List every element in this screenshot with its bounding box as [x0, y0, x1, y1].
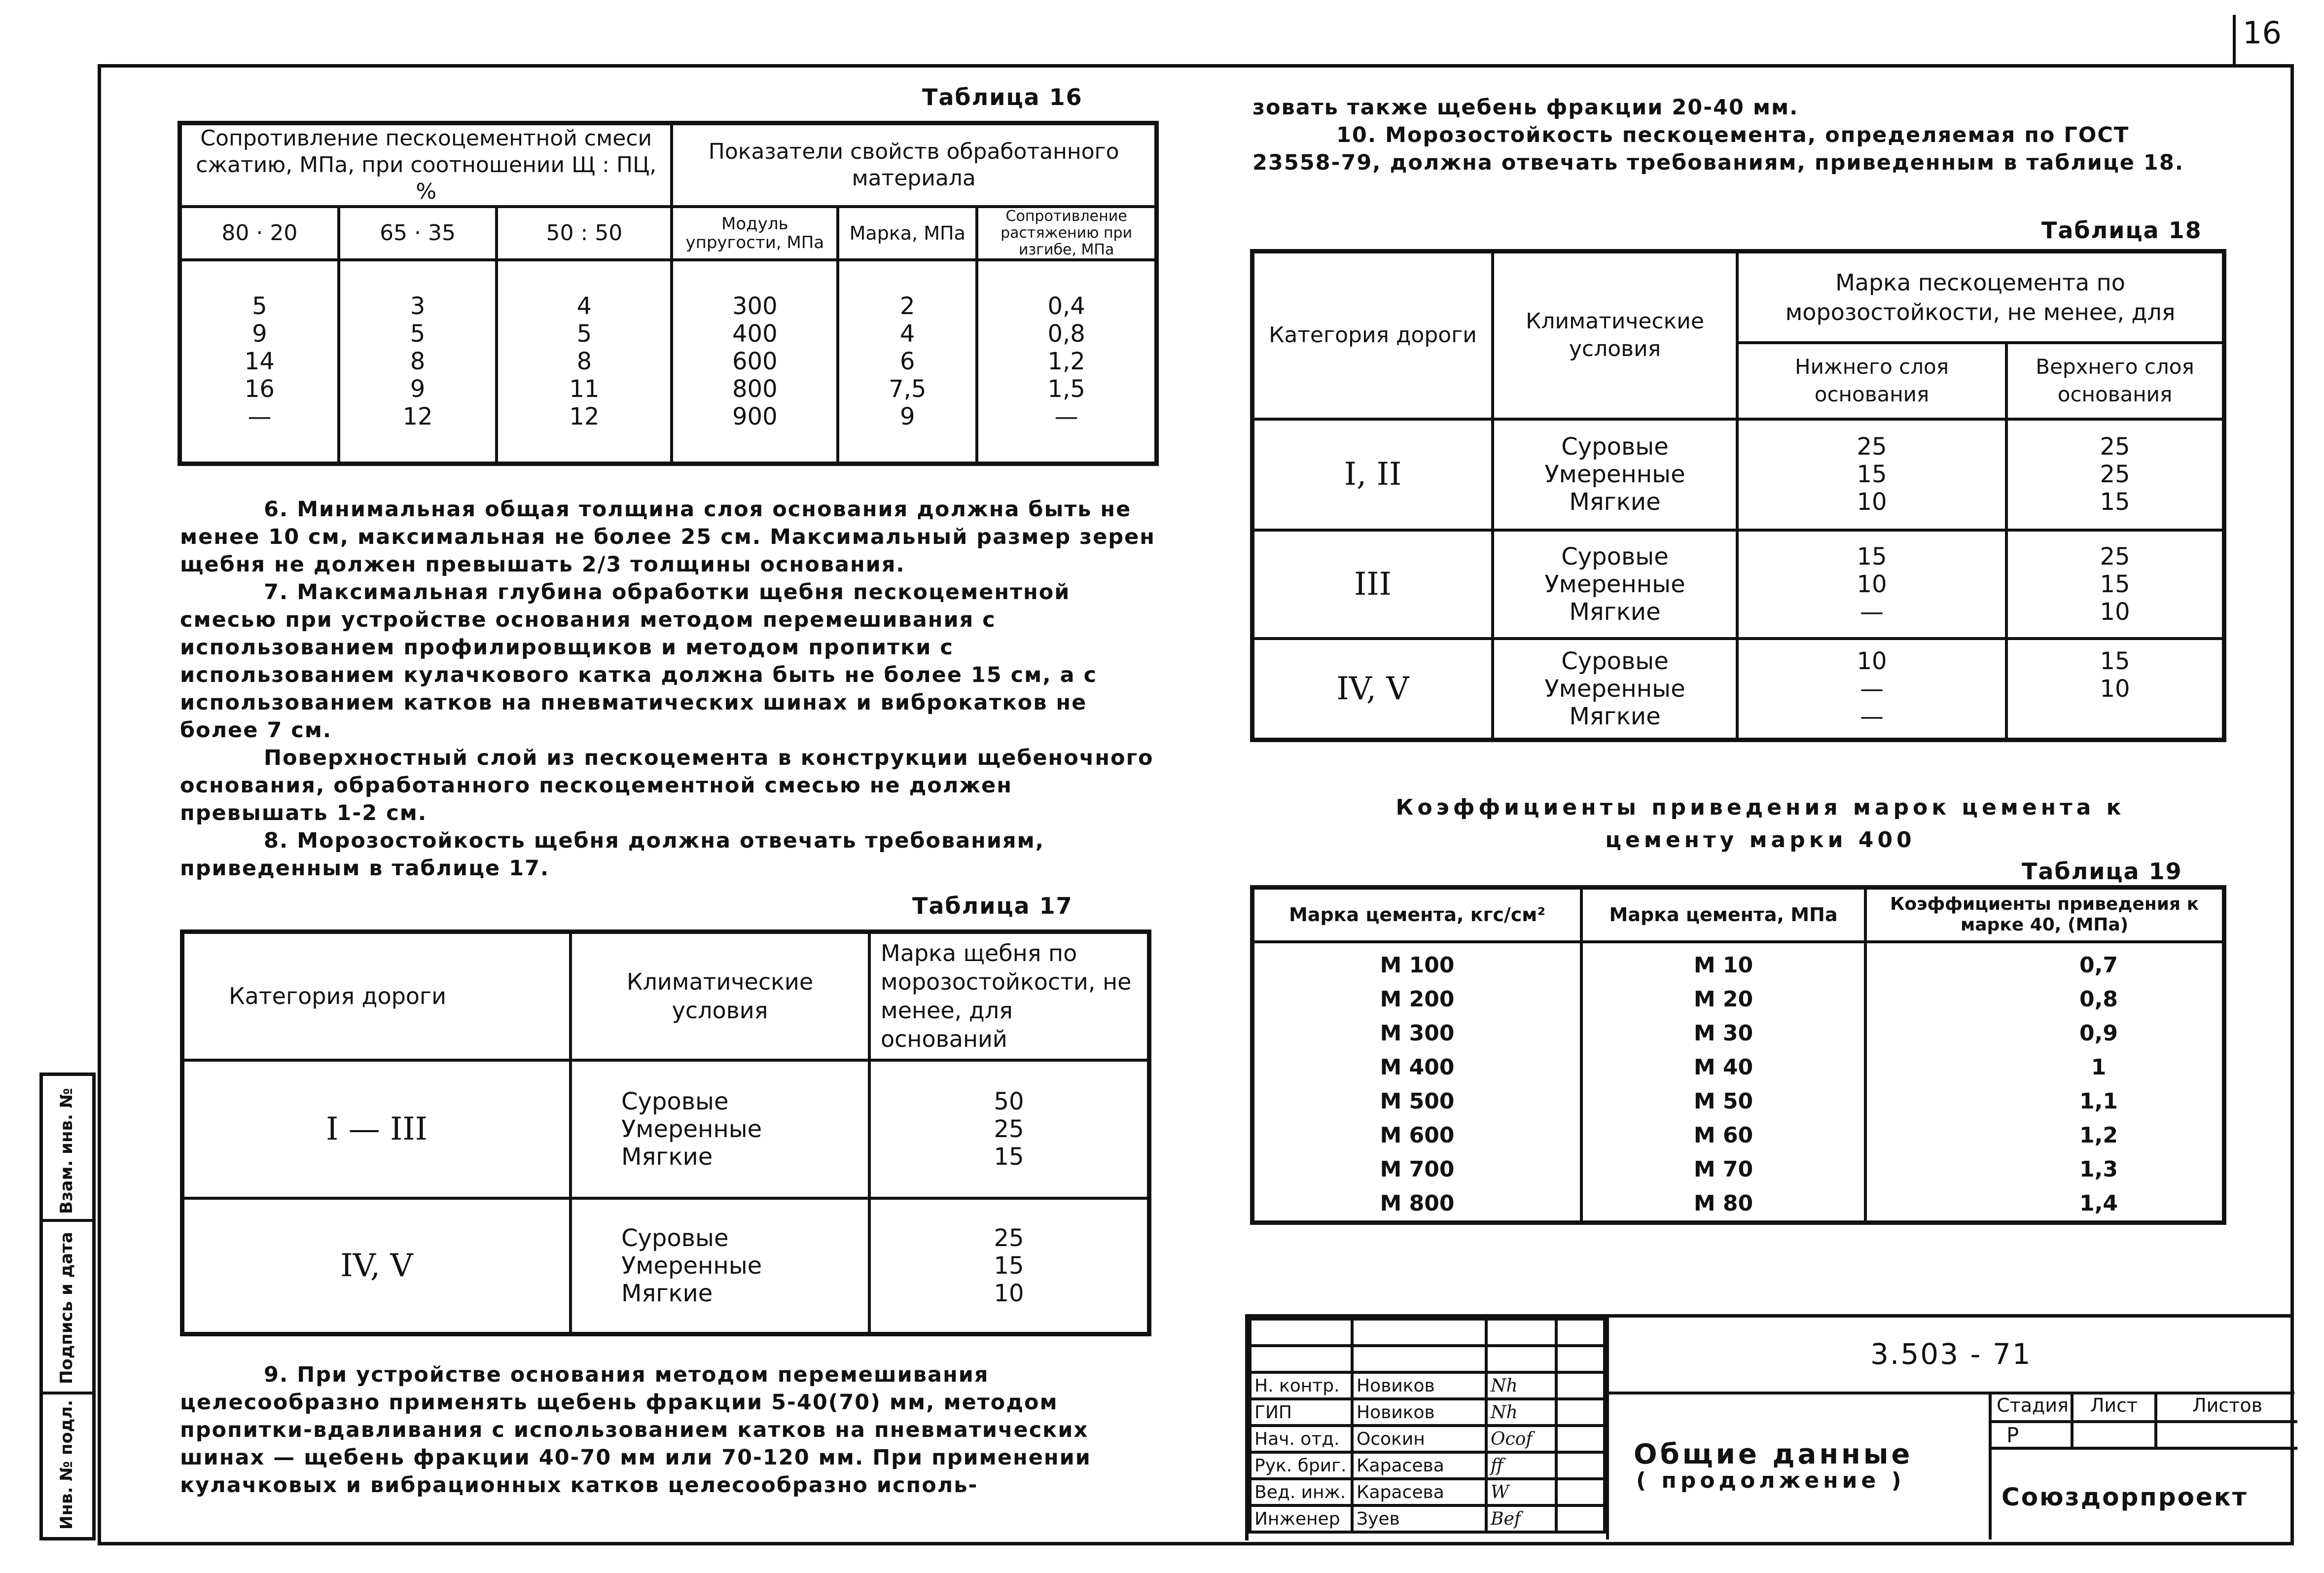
cell-value: 0,9 [2079, 1020, 2118, 1046]
cell-value: 15 [2100, 647, 2130, 675]
title-block-main [1606, 1318, 2294, 1539]
cell-value: М 20 [1693, 986, 1753, 1012]
table18-subheader-upper: Верхнего слоя основания [2006, 343, 2224, 419]
cell-value: М 100 [1380, 952, 1455, 978]
cell-value: 25 [2100, 433, 2130, 461]
table16-col [673, 292, 836, 430]
table18-lower-values [1739, 433, 2005, 516]
cell-value: Мягкие [1569, 488, 1661, 516]
table18-lower-values [1739, 543, 2005, 626]
cell-value: 2 [899, 292, 915, 320]
cell-value: 800 [732, 375, 778, 403]
cell-value: 1,2 [2079, 1122, 2118, 1148]
cell-value: 1,5 [1047, 375, 1085, 403]
table17-conditions [572, 1088, 868, 1171]
table18-category: III [1252, 530, 1493, 639]
table16-col [498, 292, 670, 430]
cell-value: М 60 [1693, 1122, 1753, 1148]
table17-values [871, 1088, 1147, 1171]
cell-value: М 50 [1693, 1088, 1753, 1114]
table19-header: Коэффициенты приведения к марке 40, (МПа) [1865, 888, 2224, 942]
table16-header-right: Показатели свойств обработанного материала [672, 123, 1156, 207]
cell-value: 400 [732, 320, 778, 348]
cell-value: 10 [1857, 570, 1887, 598]
staff-name: Новиков [1352, 1399, 1486, 1426]
cell-value: М 500 [1380, 1088, 1455, 1114]
cell-value: М 800 [1380, 1190, 1455, 1216]
signature: Ocof [1486, 1426, 1556, 1452]
table16-subheader: Модуль упругости, МПа [672, 207, 838, 260]
cell-value: М 70 [1693, 1156, 1753, 1182]
table18-upper-values [2008, 433, 2222, 516]
cell-value: 9 [899, 403, 915, 430]
cell-value: Умеренные [1544, 461, 1685, 488]
table18-upper-values [2008, 647, 2222, 730]
cell-value: 9 [252, 320, 267, 348]
title-block-staff [1249, 1318, 1606, 1534]
table16 [178, 121, 1159, 466]
signature: W [1486, 1479, 1556, 1505]
document-subtitle: ( продолжение ) [1636, 1468, 1905, 1493]
cell-value: Мягкие [621, 1279, 713, 1307]
signature: Nh [1486, 1372, 1556, 1399]
cell-value: Суровые [621, 1087, 729, 1115]
cell-value: 0,7 [2079, 952, 2118, 978]
table18-conditions [1494, 543, 1736, 626]
cell-value: — [1054, 403, 1078, 430]
role-label: Вед. инж. [1250, 1479, 1352, 1505]
cell-value: 0,8 [1047, 320, 1085, 348]
paragraph-9: 9. При устройстве основания методом перемешивания целесообразно применять щебень фракции 5-40(70) мм, методом пропитки-вдавливания с использованием катков на пневматических шинах — щебень фракции 40-70 мм или 70-120 мм. При применении кулачковых и вибрационных катков целесообразно исполь- [180, 1362, 1091, 1498]
cell-value: 25 [2100, 461, 2130, 488]
role-label: Рук. бриг. [1250, 1452, 1352, 1479]
cell-value: 8 [576, 348, 592, 375]
paragraph-10: 10. Морозостойкость пескоцемента, определяемая по ГОСТ 23558-79, должна отвечать требованиям, приведенным в таблице 18. [1252, 123, 2184, 175]
table17-header-mark: Марка щебня по морозостойкости, не менее, для оснований [869, 932, 1149, 1060]
cell-value: 25 [1857, 433, 1887, 461]
table18-conditions [1494, 647, 1736, 730]
role-label: Нач. отд. [1250, 1426, 1352, 1452]
cell-value: 8 [410, 348, 426, 375]
cell-value: 15 [994, 1143, 1024, 1171]
side-stamp-original-inv: Инв. № подл. [57, 1399, 76, 1530]
cell-value: Мягкие [1569, 702, 1661, 730]
table18-header-category: Категория дороги [1252, 251, 1493, 419]
table16-header-left: Сопротивление пескоцементной смеси сжатию, МПа, при соотношении Щ : ПЦ, % [180, 123, 672, 207]
paragraph-9-continued: зовать также щебень фракции 20-40 мм. [1252, 95, 1799, 120]
cell-value: Суровые [1561, 433, 1669, 461]
cell-value: 50 [994, 1087, 1024, 1115]
cell-value: 0,8 [2079, 986, 2118, 1012]
cell-value: 900 [732, 403, 778, 430]
cell-value: 9 [410, 375, 426, 403]
document-number: 3.503 - 71 [1870, 1337, 2032, 1371]
table19-header: Марка цемента, кгс/см² [1252, 888, 1582, 942]
table17 [180, 930, 1151, 1336]
table17-caption: Таблица 17 [912, 893, 1073, 919]
cell-value: 300 [732, 292, 778, 320]
table18-subheader-lower: Нижнего слоя основания [1737, 343, 2006, 419]
cell-value: 25 [994, 1115, 1024, 1143]
cell-value: 7,5 [889, 375, 927, 403]
table19-col2 [1583, 943, 1864, 1220]
table19-caption: Таблица 19 [2022, 858, 2182, 885]
cell-value: 15 [1857, 542, 1887, 571]
table18-header-mark: Марка пескоцемента по морозостойкости, не менее, для [1737, 251, 2224, 343]
cell-value: 1 [2091, 1054, 2107, 1080]
paragraph-block-3 [1252, 94, 2214, 177]
cell-value: М 600 [1380, 1122, 1455, 1148]
sheet-label: Лист [2090, 1394, 2138, 1416]
cell-value: М 80 [1693, 1190, 1753, 1216]
page-number: 16 [2243, 15, 2282, 51]
cell-value: Умеренные [621, 1115, 762, 1143]
cell-value: М 10 [1693, 952, 1753, 978]
cell-value: Умеренные [621, 1251, 762, 1280]
cell-value: 6 [899, 348, 915, 375]
staff-name: Зуев [1352, 1505, 1486, 1532]
cell-value: 0,4 [1047, 292, 1085, 320]
cell-value: Умеренные [1544, 675, 1685, 703]
cell-value: 25 [994, 1224, 1024, 1252]
table18-category: IV, V [1252, 639, 1493, 740]
cell-value: 15 [1857, 461, 1887, 488]
role-label: Н. контр. [1250, 1372, 1352, 1399]
cell-value: 14 [244, 348, 275, 375]
table18-header-conditions: Климатические условия [1493, 251, 1737, 419]
stage-value: Р [2006, 1423, 2019, 1447]
cell-value: М 700 [1380, 1156, 1455, 1182]
table16-col [839, 292, 975, 430]
table18-upper-values [2008, 543, 2222, 626]
signature: ff [1486, 1452, 1556, 1479]
cell-value: 5 [410, 320, 426, 348]
cell-value: 12 [402, 403, 433, 430]
cell-value: 16 [244, 375, 275, 403]
table17-values [871, 1224, 1147, 1307]
cell-value: 10 [2100, 675, 2130, 703]
cell-value: 10 [1857, 647, 1887, 675]
cell-value: 15 [2100, 570, 2130, 598]
table19-col1 [1254, 943, 1580, 1220]
cell-value: Мягкие [1569, 598, 1661, 626]
table16-caption: Таблица 16 [922, 84, 1083, 110]
table16-subheader: Марка, МПа [838, 207, 977, 260]
cell-value: М 400 [1380, 1054, 1455, 1080]
signature: Nh [1486, 1399, 1556, 1426]
cell-value: 25 [2100, 542, 2130, 571]
table17-header-conditions: Климатические условия [571, 932, 869, 1060]
staff-name: Карасева [1352, 1452, 1486, 1479]
stage-label: Стадия [1997, 1394, 2069, 1416]
cell-value: 1,3 [2079, 1156, 2118, 1182]
paragraph-7b: Поверхностный слой из пескоцемента в конструкции щебеночного основания, обработанного пескоцементной смесью не должен превышать 1-2 см. [180, 746, 1154, 825]
table16-col [182, 292, 337, 430]
role-label: Инженер [1250, 1505, 1352, 1532]
cell-value: 15 [994, 1251, 1024, 1280]
cell-value: 5 [576, 320, 592, 348]
table18-category: I, II [1252, 419, 1493, 530]
cell-value: М 300 [1380, 1020, 1455, 1046]
cell-value: 4 [899, 320, 915, 348]
cell-value: 15 [2100, 488, 2130, 516]
cell-value: — [1860, 598, 1884, 626]
cell-value: — [248, 403, 272, 430]
cell-value: 1,4 [2079, 1190, 2118, 1216]
cell-value: Суровые [1561, 542, 1669, 571]
table16-subheader: 80 · 20 [180, 207, 339, 260]
side-stamp [39, 1072, 96, 1540]
cell-value: Суровые [621, 1224, 729, 1252]
document-title: Общие данные [1634, 1438, 1913, 1470]
page-number-divider [2233, 15, 2236, 64]
table18-lower-values [1739, 647, 2005, 730]
cell-value: 10 [1857, 488, 1887, 516]
cell-value: 11 [569, 375, 600, 403]
cell-value: Мягкие [621, 1143, 713, 1171]
cell-value: М 200 [1380, 986, 1455, 1012]
table19 [1250, 885, 2226, 1225]
table18 [1250, 249, 2226, 742]
paragraph-block-2 [180, 1361, 1151, 1499]
paragraph-7: 7. Максимальная глубина обработки щебня пескоцементной смесью при устройстве основания методом перемешивания с использованием профилировщиков и методом пропитки с использованием кулачкового катка должна быть не более 15 см, а с использованием катков на пневматических шинах и виброкатков не более 7 см. [180, 580, 1098, 743]
table19-col3 [1867, 943, 2222, 1220]
cell-value: Суровые [1561, 647, 1669, 675]
table16-col [978, 292, 1154, 430]
side-stamp-replaced-inv: Взам. инв. № [57, 1088, 76, 1214]
table17-category: I — III [182, 1060, 571, 1198]
staff-name: Новиков [1352, 1372, 1486, 1399]
table17-conditions [572, 1224, 868, 1307]
cell-value: 5 [252, 292, 267, 320]
cell-value: 10 [994, 1279, 1024, 1307]
paragraph-8: 8. Морозостойкость щебня должна отвечать требованиям, приведенным в таблице 17. [180, 828, 1045, 881]
table16-subheader: Сопротивление растяжению при изгибе, МПа [977, 207, 1156, 260]
cell-value: — [1860, 702, 1884, 730]
staff-name: Осокин [1352, 1426, 1486, 1452]
organization-name: Союздорпроект [2002, 1483, 2248, 1511]
table19-title: Коэффициенты приведения марок цемента к цементу марки 400 [1395, 795, 2125, 853]
cell-value: М 30 [1693, 1020, 1753, 1046]
cell-value: 1,1 [2079, 1088, 2118, 1114]
title-block [1245, 1314, 2294, 1540]
paragraph-block-1 [180, 496, 1159, 882]
cell-value: М 40 [1693, 1054, 1753, 1080]
table16-subheader: 65 · 35 [339, 207, 497, 260]
signature: Bef [1486, 1505, 1556, 1532]
cell-value: 1,2 [1047, 348, 1085, 375]
cell-value: 10 [2100, 598, 2130, 626]
cell-value: — [1860, 675, 1884, 703]
role-label: ГИП [1250, 1399, 1352, 1426]
table16-col [340, 292, 496, 430]
sheets-label: Листов [2192, 1394, 2262, 1416]
cell-value: 600 [732, 348, 778, 375]
cell-value: 3 [410, 292, 426, 320]
cell-value: 12 [569, 403, 600, 430]
cell-value: Умеренные [1544, 570, 1685, 598]
table19-header: Марка цемента, МПа [1581, 888, 1865, 942]
table17-header-category: Категория дороги [182, 932, 571, 1060]
table16-subheader: 50 : 50 [497, 207, 672, 260]
paragraph-6: 6. Минимальная общая толщина слоя основания должна быть не менее 10 см, максимальная не более 25 см. Максимальный размер зерен щебня не должен превышать 2/3 толщины основания. [180, 497, 1155, 577]
stage-box [1989, 1392, 2297, 1539]
table18-conditions [1494, 433, 1736, 516]
table18-caption: Таблица 18 [2041, 217, 2202, 244]
cell-value [2111, 703, 2118, 730]
table17-category: IV, V [182, 1198, 571, 1334]
side-stamp-signature-date: Подпись и дата [57, 1232, 76, 1384]
staff-name: Карасева [1352, 1479, 1486, 1505]
cell-value: 4 [576, 292, 592, 320]
